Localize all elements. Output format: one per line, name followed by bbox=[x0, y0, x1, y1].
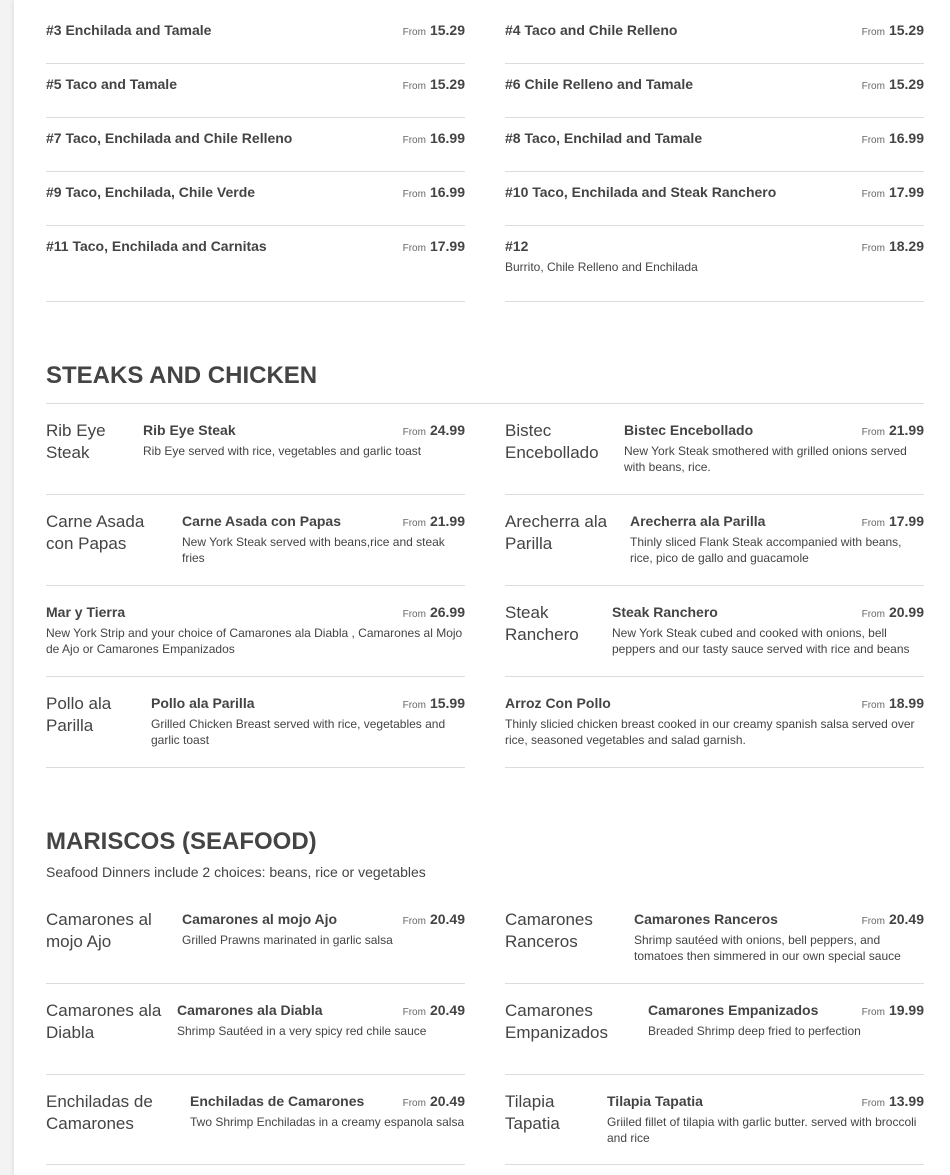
menu-item[interactable] bbox=[505, 495, 924, 586]
item-price: From 20.49 bbox=[402, 911, 465, 927]
item-price: From 21.99 bbox=[402, 513, 465, 529]
menu-item[interactable] bbox=[46, 118, 465, 172]
item-description: New York Steak served with beans,rice and steak fries bbox=[182, 535, 445, 565]
menu-item[interactable] bbox=[505, 226, 924, 302]
item-name: Arecherra ala Parilla bbox=[630, 513, 766, 529]
menu-item[interactable] bbox=[46, 495, 465, 586]
item-description: Thinly sliced Flank Steak accompanied with beans, rice, pico de gallo and guacamole bbox=[630, 535, 902, 565]
item-name: Tilapia Tapatia bbox=[607, 1093, 703, 1109]
menu-item[interactable] bbox=[46, 10, 465, 64]
item-price: From 17.99 bbox=[402, 238, 465, 254]
item-price: From 18.29 bbox=[861, 238, 924, 254]
item-name: #12 bbox=[505, 238, 529, 254]
food-image[interactable]: Carne Asada con Papas bbox=[46, 512, 145, 553]
item-description: Grilled Prawns marinated in garlic salsa bbox=[182, 933, 393, 947]
item-price: From 15.29 bbox=[402, 76, 465, 92]
item-description: Rib Eye served with rice, vegetables and garlic toast bbox=[143, 444, 422, 458]
menu-item[interactable] bbox=[46, 64, 465, 118]
menu-item[interactable] bbox=[46, 404, 465, 495]
item-price: From 26.99 bbox=[402, 604, 465, 620]
menu-item[interactable] bbox=[505, 10, 924, 64]
item-price: From 16.99 bbox=[402, 130, 465, 146]
menu-item[interactable] bbox=[505, 64, 924, 118]
menu-item[interactable] bbox=[46, 226, 465, 302]
item-price: From 17.99 bbox=[861, 513, 924, 529]
item-price: From 13.99 bbox=[861, 1093, 924, 1109]
item-description: Shrimp Sautéed in a very spicy red chile sauce bbox=[177, 1024, 427, 1038]
menu-item[interactable] bbox=[505, 1075, 924, 1165]
menu-item[interactable] bbox=[46, 984, 465, 1075]
item-price: From 18.99 bbox=[861, 695, 924, 711]
steaks-grid bbox=[46, 404, 924, 768]
item-name: #9 Taco, Enchilada, Chile Verde bbox=[46, 184, 256, 200]
food-image[interactable]: Camarones al mojo Ajo bbox=[46, 910, 152, 951]
item-description: Thinly slicied chicken breast cooked in our creamy spanish salsa served over rice, seasoned vegetables and salad garnish. bbox=[505, 717, 915, 747]
item-name: Carne Asada con Papas bbox=[182, 513, 341, 529]
item-description: Shrimp sautéed with onions, bell peppers, and tomatoes then simmered in our own special sauce bbox=[634, 933, 901, 963]
menu-item[interactable] bbox=[46, 172, 465, 226]
item-name: #11 Taco, Enchilada and Carnitas bbox=[46, 238, 267, 254]
menu-item[interactable] bbox=[46, 1075, 465, 1165]
item-price: From 24.99 bbox=[402, 422, 465, 438]
item-name: Camarones Ranceros bbox=[634, 911, 778, 927]
menu-item[interactable] bbox=[505, 586, 924, 677]
item-description: Breaded Shrimp deep fried to perfection bbox=[648, 1024, 861, 1038]
item-name: #4 Taco and Chile Relleno bbox=[505, 22, 678, 38]
item-name: Pollo ala Parilla bbox=[151, 695, 255, 711]
item-price: From 15.29 bbox=[402, 22, 465, 38]
item-name: #3 Enchilada and Tamale bbox=[46, 22, 212, 38]
item-price: From 16.99 bbox=[861, 130, 924, 146]
item-price: From 19.99 bbox=[861, 1002, 924, 1018]
item-description: Burrito, Chile Relleno and Enchilada bbox=[505, 260, 698, 274]
food-image[interactable]: Tilapia Tapatia bbox=[505, 1092, 560, 1133]
item-name: Arroz Con Pollo bbox=[505, 695, 611, 711]
item-name: Mar y Tierra bbox=[46, 604, 126, 620]
item-name: #10 Taco, Enchilada and Steak Ranchero bbox=[505, 184, 777, 200]
item-price: From 15.99 bbox=[402, 695, 465, 711]
food-image[interactable]: Enchiladas de Camarones bbox=[46, 1092, 153, 1133]
food-image[interactable]: Steak Ranchero bbox=[505, 603, 579, 644]
menu-page bbox=[14, 0, 950, 1175]
menu-item[interactable] bbox=[46, 893, 465, 984]
item-name: Bistec Encebollado bbox=[624, 422, 754, 438]
item-description: Grilled Chicken Breast served with rice, vegetables and garlic toast bbox=[151, 717, 446, 747]
item-description: Griiled fillet of tilapia with garlic butter. served with broccoli and rice bbox=[607, 1115, 917, 1145]
section-subtitle: Seafood Dinners include 2 choices: beans, rice or vegetables bbox=[46, 864, 426, 880]
item-price: From 16.99 bbox=[402, 184, 465, 200]
food-image[interactable]: Camarones Ranceros bbox=[505, 910, 593, 951]
menu-item[interactable] bbox=[505, 677, 924, 768]
item-description: New York Steak cubed and cooked with onions, bell peppers and our tasty sauce served with rice and beans bbox=[612, 626, 910, 656]
item-price: From 15.29 bbox=[861, 22, 924, 38]
item-name: Camarones Empanizados bbox=[648, 1002, 819, 1018]
item-price: From 15.29 bbox=[861, 76, 924, 92]
menu-content bbox=[46, 0, 924, 1165]
section-title: MARISCOS (SEAFOOD) bbox=[46, 828, 317, 855]
item-description: New York Steak smothered with grilled onions served with beans, rice. bbox=[624, 444, 907, 474]
seafood-grid bbox=[46, 893, 924, 1165]
item-name: #7 Taco, Enchilada and Chile Relleno bbox=[46, 130, 293, 146]
food-image[interactable]: Rib Eye Steak bbox=[46, 421, 106, 462]
food-image[interactable]: Pollo ala Parilla bbox=[46, 694, 112, 735]
menu-item[interactable] bbox=[505, 893, 924, 984]
menu-item[interactable] bbox=[46, 677, 465, 768]
menu-item[interactable] bbox=[46, 586, 465, 677]
menu-item[interactable] bbox=[505, 172, 924, 226]
section-title: STEAKS AND CHICKEN bbox=[46, 362, 318, 389]
menu-item[interactable] bbox=[505, 404, 924, 495]
item-price: From 20.99 bbox=[861, 604, 924, 620]
item-name: #5 Taco and Tamale bbox=[46, 76, 177, 92]
item-description: Two Shrimp Enchiladas in a creamy espanola salsa bbox=[190, 1115, 465, 1129]
item-name: Camarones ala Diabla bbox=[177, 1002, 323, 1018]
item-description: New York Strip and your choice of Camarones ala Diabla , Camarones al Mojo de Ajo or Camarones Empanizados bbox=[46, 626, 463, 656]
food-image[interactable]: Arecherra ala Parilla bbox=[505, 512, 608, 553]
item-name: Camarones al mojo Ajo bbox=[182, 911, 338, 927]
item-price: From 20.49 bbox=[861, 911, 924, 927]
item-price: From 17.99 bbox=[861, 184, 924, 200]
combo-grid bbox=[46, 10, 924, 302]
food-image[interactable]: Camarones ala Diabla bbox=[46, 1001, 162, 1042]
seafood-section bbox=[46, 828, 924, 1165]
item-price: From 21.99 bbox=[861, 422, 924, 438]
item-name: Enchiladas de Camarones bbox=[190, 1093, 365, 1109]
item-name: Steak Ranchero bbox=[612, 604, 718, 620]
food-image[interactable]: Camarones Empanizados bbox=[505, 1001, 609, 1042]
menu-item[interactable] bbox=[505, 984, 924, 1075]
steaks-section bbox=[46, 362, 924, 768]
item-name: Rib Eye Steak bbox=[143, 422, 236, 438]
menu-item[interactable] bbox=[505, 118, 924, 172]
item-name: #6 Chile Relleno and Tamale bbox=[505, 76, 694, 92]
item-price: From 20.49 bbox=[402, 1002, 465, 1018]
food-image[interactable]: Bistec Encebollado bbox=[505, 421, 599, 462]
item-name: #8 Taco, Enchilad and Tamale bbox=[505, 130, 703, 146]
item-price: From 20.49 bbox=[402, 1093, 465, 1109]
